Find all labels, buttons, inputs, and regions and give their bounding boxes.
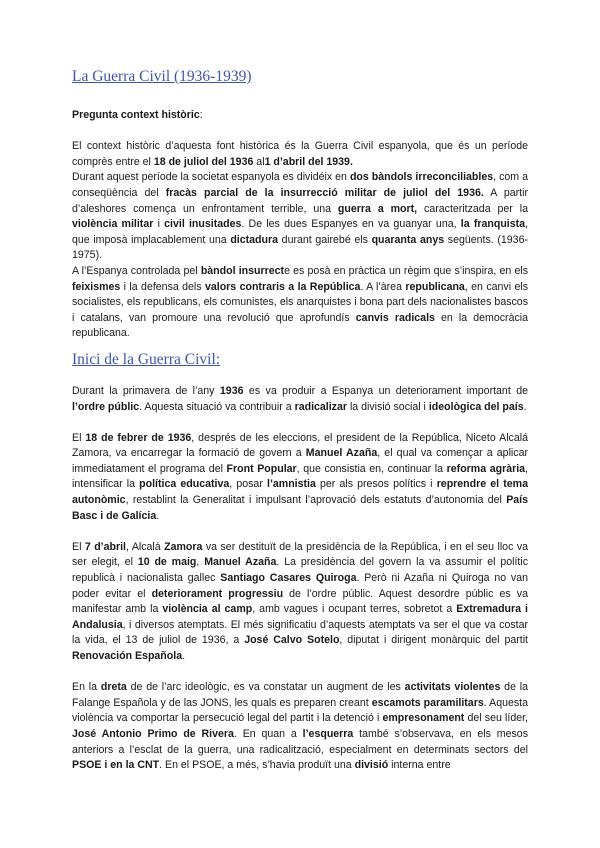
bold-text-run: 10 de maig — [137, 556, 197, 569]
text-run: . En el PSOE, a més, s’havia produït una — [159, 759, 355, 772]
bold-text-run: violència militar — [72, 218, 154, 231]
bold-text-run: 18 de juliol del 1936 — [153, 155, 254, 168]
text-run: caracteritzada per la — [417, 202, 528, 215]
bold-text-run: escamots paramilitars — [371, 696, 484, 709]
context-section — [72, 139, 528, 342]
bold-text-run: quaranta anys — [371, 233, 445, 246]
bold-text-run: Manuel Azaña — [305, 447, 378, 460]
paragraph — [72, 264, 528, 342]
text-run: , que imposà implacablement una — [72, 218, 528, 246]
paragraph — [72, 680, 528, 774]
bold-text-run: deteriorament progressiu — [151, 587, 284, 600]
text-run: e es posà en pràctica un règim que s’inspira, en els — [284, 264, 528, 277]
text-run: El context històric d’aquesta font històrica és la Guerra Civil espanyola, que és un període comprès entre el — [72, 140, 528, 168]
text-run: . — [523, 400, 527, 413]
text-run: . — [156, 509, 160, 522]
bold-text-run: civil inusitades — [164, 218, 242, 231]
text-run: , posar — [229, 478, 267, 491]
text-run: i la defensa dels — [120, 280, 205, 293]
text-run: de de l’arc ideològic, es va constatar un augment de les — [126, 681, 405, 694]
text-run: . — [182, 650, 186, 662]
bold-text-run: PSOE i en la CNT — [72, 759, 160, 772]
text-run: , amb vagues i ocupant terres, sobretot a — [252, 603, 457, 616]
text-run: , i diversos atemptats. El més significatiu d’aquests atemptats va ser el que va costar la vida, el 13 de juliol de 1936, a — [72, 618, 528, 647]
bold-text-run: 1936 — [219, 384, 244, 397]
bold-text-run: activitats violentes — [404, 681, 501, 694]
bold-text-run: 1 d’abril del 1939. — [264, 155, 353, 168]
text-run: En la — [72, 681, 101, 694]
text-run: durant gairebé els — [278, 233, 372, 246]
bold-text-run: Renovación Española — [72, 650, 183, 662]
text-run: següents. (1936-1975). — [72, 233, 528, 262]
text-run: del seu líder, — [464, 712, 528, 725]
text-run: . La presidència del govern la va assumir el polític republicà i nacionalista gallec — [72, 556, 528, 585]
paragraph — [72, 384, 528, 415]
bold-text-run: l’esquerra — [302, 727, 354, 740]
bold-text-run: José Calvo Sotelo — [244, 634, 340, 647]
bold-text-run: País Basc i de Galícia — [72, 494, 528, 522]
bold-text-run: valors contraris a la República — [204, 280, 361, 293]
bold-text-run: republicana — [405, 280, 465, 293]
section-heading-civil-war: La Guerra Civil (1936-1939) — [72, 68, 252, 85]
text-run: , després de les eleccions, el president de la República, Niceto Alcalá Zamora, va encarregar la formació de govern a — [72, 431, 528, 460]
text-run: , com a conseqüència del — [72, 171, 528, 199]
bold-text-run: 7 d’abril — [84, 540, 127, 553]
text-run: , diputat i dirigent monàrquic del partit — [339, 634, 528, 647]
bold-text-run: ideològica del país — [428, 400, 524, 413]
text-run: en la democràcia republicana. — [72, 311, 529, 340]
bold-text-run: reforma agrària — [446, 462, 526, 475]
text-run: , Alcalá — [126, 540, 165, 553]
text-run: , — [196, 556, 205, 569]
text-run: A partir d’aleshores comença un enfrontament terrible, una — [72, 186, 529, 215]
text-run: . Però ni Azaña ni Quiroga no van poder evitar el — [72, 572, 529, 600]
text-run: es va produir a Espanya un deteriorament important de — [243, 384, 528, 397]
text-run: la divisió social i — [347, 400, 429, 413]
text-run: Durant la primavera de l’any — [72, 384, 220, 397]
bold-text-run: divisió — [354, 759, 389, 772]
question-colon: : — [199, 109, 203, 121]
text-run: , que consistia en, continuar la — [296, 462, 447, 475]
text-run: . A l’àrea — [360, 280, 406, 293]
paragraph — [72, 540, 528, 665]
text-run: . Aquesta violència va comportar la persecució legal del partit i la detenció i — [72, 696, 528, 725]
bold-text-run: canvis radicals — [355, 311, 435, 324]
text-run: i — [153, 218, 165, 231]
text-run: , el qual va començar a aplicar immediatament el programa del — [72, 447, 528, 475]
text-run: El — [72, 540, 85, 553]
paragraph — [72, 139, 528, 170]
bold-text-run: 18 de febrer de 1936 — [85, 431, 192, 444]
text-run: , restablint la Generalitat i impulsant l’aprovació dels estatuts d’autonomia del — [125, 494, 507, 507]
bold-text-run: radicalizar — [294, 400, 347, 413]
bold-text-run: José Antonio Primo de Rivera — [72, 727, 234, 740]
bold-text-run: fracàs parcial de la insurrecció militar de juliol del 1936. — [165, 186, 484, 199]
text-run: de l’ordre públic. Aquest desordre públic es va manifestar amb la — [72, 587, 528, 616]
text-run: Durant aquest període la societat espanyola es dividéix en — [72, 171, 350, 184]
text-run: , en canvi els socialistes, els republicans, els comunistes, els anarquistes i bona part dels nacionalistes bascos i catalans, van promoure una revolució que aprofundís — [72, 280, 528, 324]
bold-text-run: dreta — [100, 681, 127, 694]
bold-text-run: l’ordre públic — [72, 400, 140, 413]
text-run: . En quan a — [233, 727, 303, 740]
paragraph — [72, 431, 528, 525]
bold-text-run: Extremadura i Andalusia — [72, 603, 528, 631]
bold-text-run: feixismes — [72, 280, 121, 293]
bold-text-run: violència al camp — [162, 603, 253, 616]
bold-text-run: Zamora — [164, 540, 203, 553]
text-run: interna entre — [388, 759, 451, 772]
bold-text-run: Manuel Azaña — [204, 556, 277, 569]
bold-text-run: empresonament — [382, 712, 465, 725]
bold-text-run: Santiago Casares Quiroga — [220, 572, 357, 585]
bold-text-run: política educativa — [139, 478, 230, 491]
bold-text-run: la franquista — [460, 218, 526, 231]
document-page — [72, 66, 528, 774]
text-run: també s’observava, en els mesos anteriors a l’esclat de la guerra, una radicalització, especialment en determinats sectors del — [72, 727, 528, 756]
text-run: . De les dues Espanyes en va guanyar una, — [241, 218, 461, 231]
bold-text-run: dictadura — [230, 233, 279, 246]
bold-text-run: l’amnistia — [267, 478, 316, 491]
section-heading-start-of-war: Inici de la Guerra Civil: — [72, 350, 221, 368]
start-section — [72, 384, 528, 774]
text-run: . Aquesta situació va contribuir a — [139, 400, 295, 413]
question-text: Pregunta context històric — [72, 109, 200, 121]
paragraph — [72, 170, 528, 264]
text-run: al — [253, 155, 265, 168]
bold-text-run: guerra a mort, — [337, 202, 418, 215]
bold-text-run: dos bàndols irreconciliables — [349, 171, 494, 184]
text-run: va ser destituït de la presidència de la República, i en el seu lloc va ser elegit, el — [72, 540, 529, 569]
bold-text-run: reprendre el tema autonòmic — [72, 478, 528, 507]
question-label — [72, 108, 528, 124]
bold-text-run: Front Popular — [226, 462, 297, 475]
text-run: A l’Espanya controlada pel — [72, 264, 201, 277]
text-run: de la Falange Española y de las JONS, les quals es preparen creant — [72, 681, 529, 709]
text-run: per als presos polítics i — [315, 478, 437, 491]
text-run: El — [72, 431, 86, 444]
text-run: , intensificar la — [72, 462, 528, 491]
bold-text-run: bàndol insurrect — [200, 264, 285, 277]
